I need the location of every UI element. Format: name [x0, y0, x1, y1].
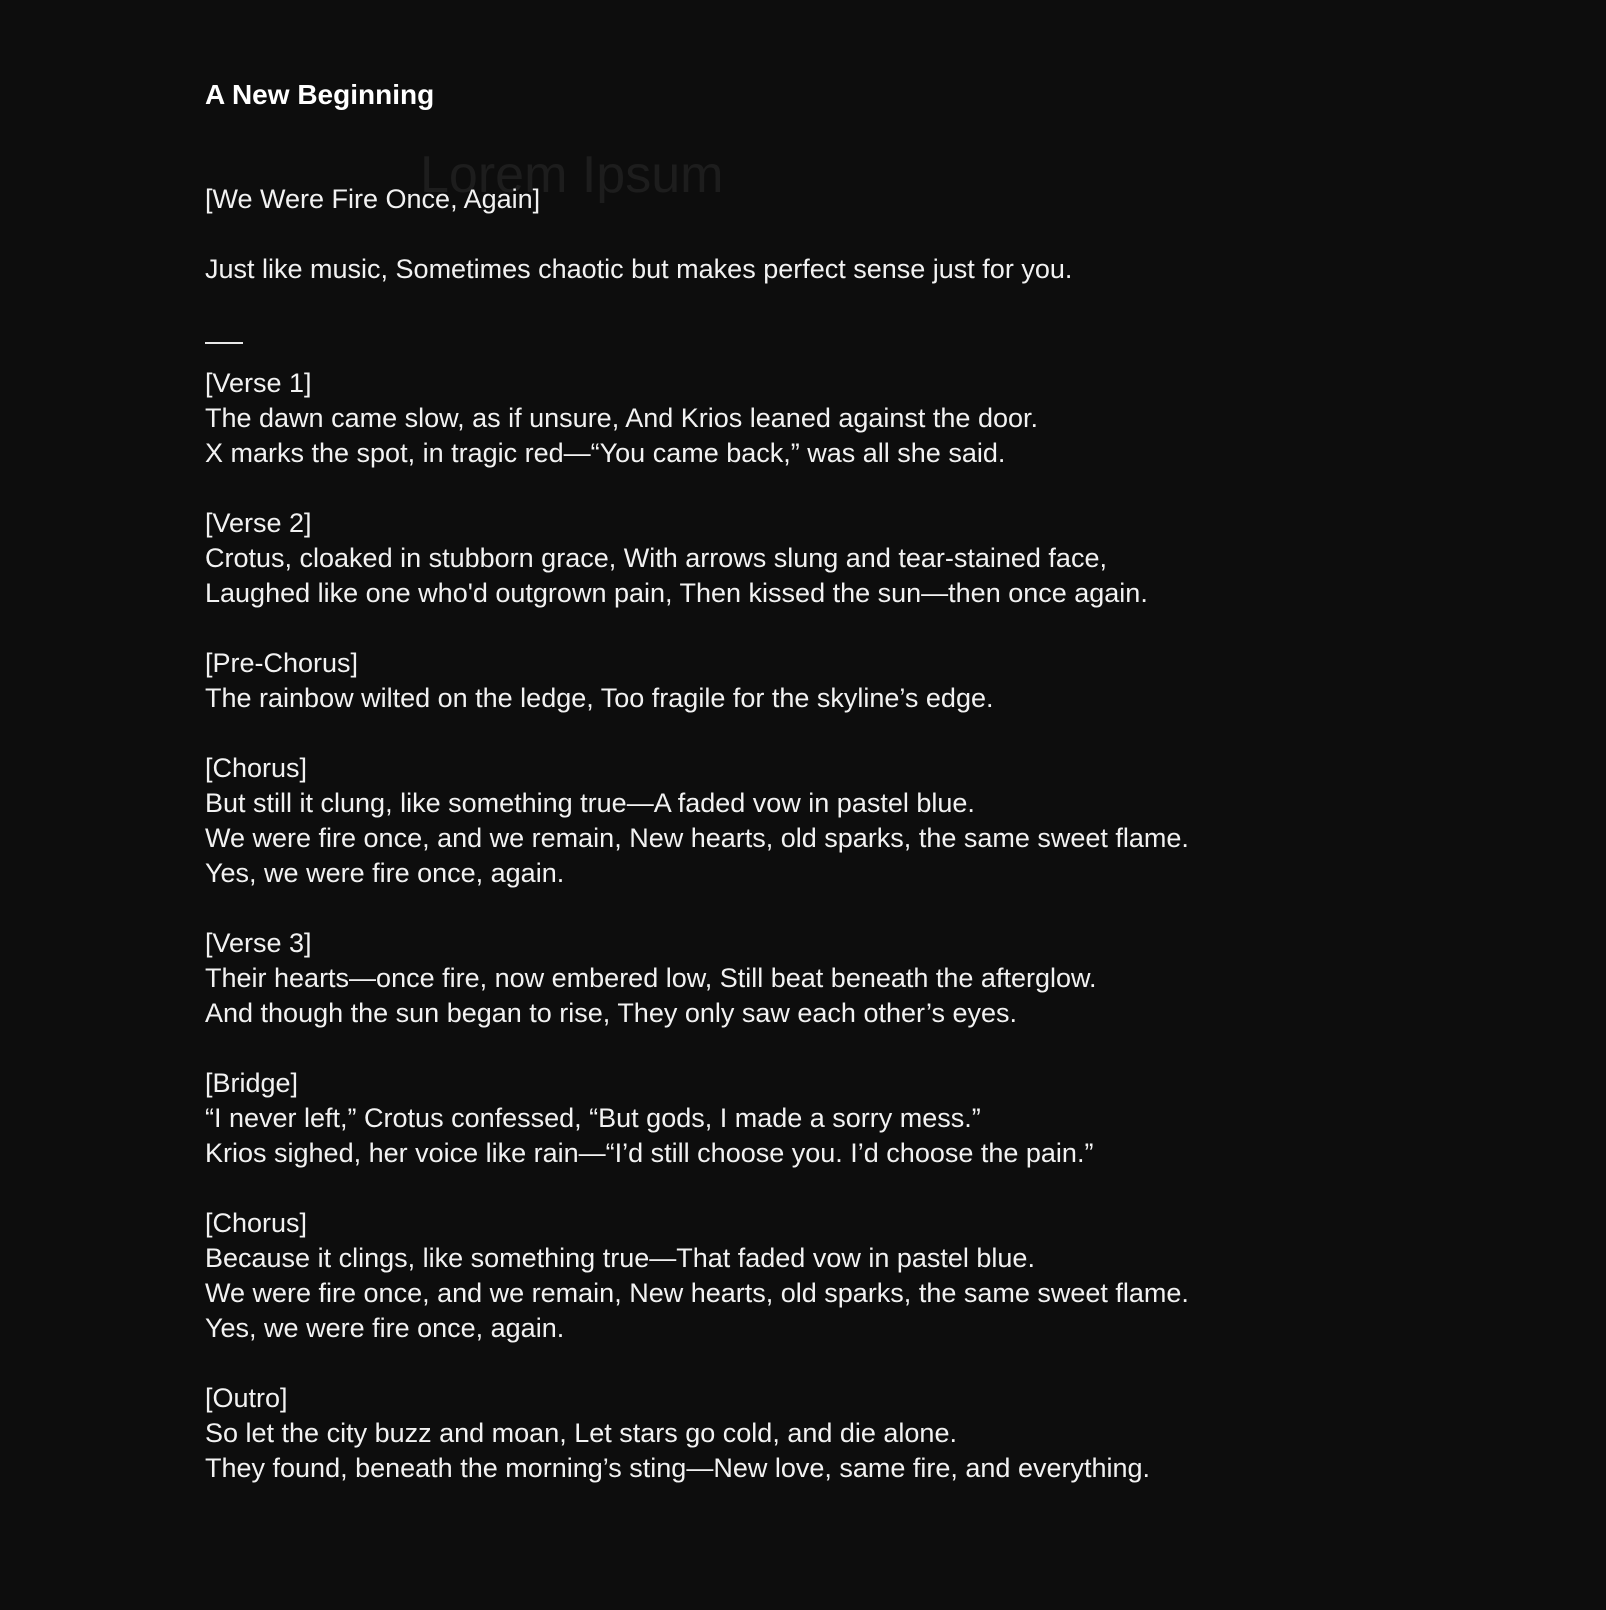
lyric-line: Yes, we were fire once, again.	[205, 1313, 565, 1343]
separator-mark	[205, 322, 243, 357]
lyric-line: We were fire once, and we remain, New hearts, old sparks, the same sweet flame.	[205, 823, 1189, 853]
lyric-line: But still it clung, like something true—A faded vow in pastel blue.	[205, 788, 975, 818]
section-outro	[205, 1381, 1505, 1486]
separator	[205, 322, 1505, 366]
spacer	[205, 1031, 1505, 1066]
lyric-line: Laughed like one who'd outgrown pain, Then kissed the sun—then once again.	[205, 578, 1148, 608]
lyric-line: So let the city buzz and moan, Let stars go cold, and die alone.	[205, 1418, 957, 1448]
spacer	[205, 471, 1505, 506]
lyric-line: Yes, we were fire once, again.	[205, 858, 565, 888]
section-verse-2	[205, 506, 1505, 611]
spacer	[205, 716, 1505, 751]
lyric-line: And though the sun began to rise, They only saw each other’s eyes.	[205, 998, 1018, 1028]
lyrics-body	[205, 182, 1505, 1486]
section-verse-3	[205, 926, 1505, 1031]
section-heading: [Pre-Chorus]	[205, 648, 359, 678]
spacer	[205, 287, 1505, 322]
spacer	[205, 1171, 1505, 1206]
section-verse-1	[205, 366, 1505, 471]
overlay-heading: Lorem Ipsum	[420, 146, 724, 204]
tagline: Just like music, Sometimes chaotic but makes perfect sense just for you.	[205, 254, 1073, 284]
page-title: A New Beginning	[205, 79, 435, 110]
lyric-line: We were fire once, and we remain, New hearts, old sparks, the same sweet flame.	[205, 1278, 1189, 1308]
lyric-line: Because it clings, like something true—That faded vow in pastel blue.	[205, 1243, 1035, 1273]
section-heading: [Verse 1]	[205, 368, 312, 398]
section-chorus-1	[205, 751, 1505, 891]
section-heading: [Bridge]	[205, 1068, 299, 1098]
song-title: [We Were Fire Once, Again]	[205, 184, 541, 214]
section-chorus-2	[205, 1206, 1505, 1346]
spacer	[205, 217, 1505, 252]
section-heading: [Outro]	[205, 1383, 288, 1413]
lyric-line: “I never left,” Crotus confessed, “But gods, I made a sorry mess.”	[205, 1103, 981, 1133]
section-heading: [Verse 2]	[205, 508, 312, 538]
spacer	[205, 611, 1505, 646]
lyric-line: X marks the spot, in tragic red—“You came back,” was all she said.	[205, 438, 1006, 468]
section-heading: [Verse 3]	[205, 928, 312, 958]
lyric-line: They found, beneath the morning’s sting—New love, same fire, and everything.	[205, 1453, 1151, 1483]
spacer	[205, 1346, 1505, 1381]
lyric-line: Their hearts—once fire, now embered low, Still beat beneath the afterglow.	[205, 963, 1097, 993]
lyric-line: Crotus, cloaked in stubborn grace, With arrows slung and tear-stained face,	[205, 543, 1107, 573]
lyric-line: Krios sighed, her voice like rain—“I’d still choose you. I’d choose the pain.”	[205, 1138, 1094, 1168]
section-heading: [Chorus]	[205, 1208, 308, 1238]
spacer	[205, 891, 1505, 926]
section-bridge	[205, 1066, 1505, 1171]
lyric-line: The rainbow wilted on the ledge, Too fragile for the skyline’s edge.	[205, 683, 994, 713]
section-pre-chorus	[205, 646, 1505, 716]
lyric-line: The dawn came slow, as if unsure, And Krios leaned against the door.	[205, 403, 1039, 433]
section-heading: [Chorus]	[205, 753, 308, 783]
